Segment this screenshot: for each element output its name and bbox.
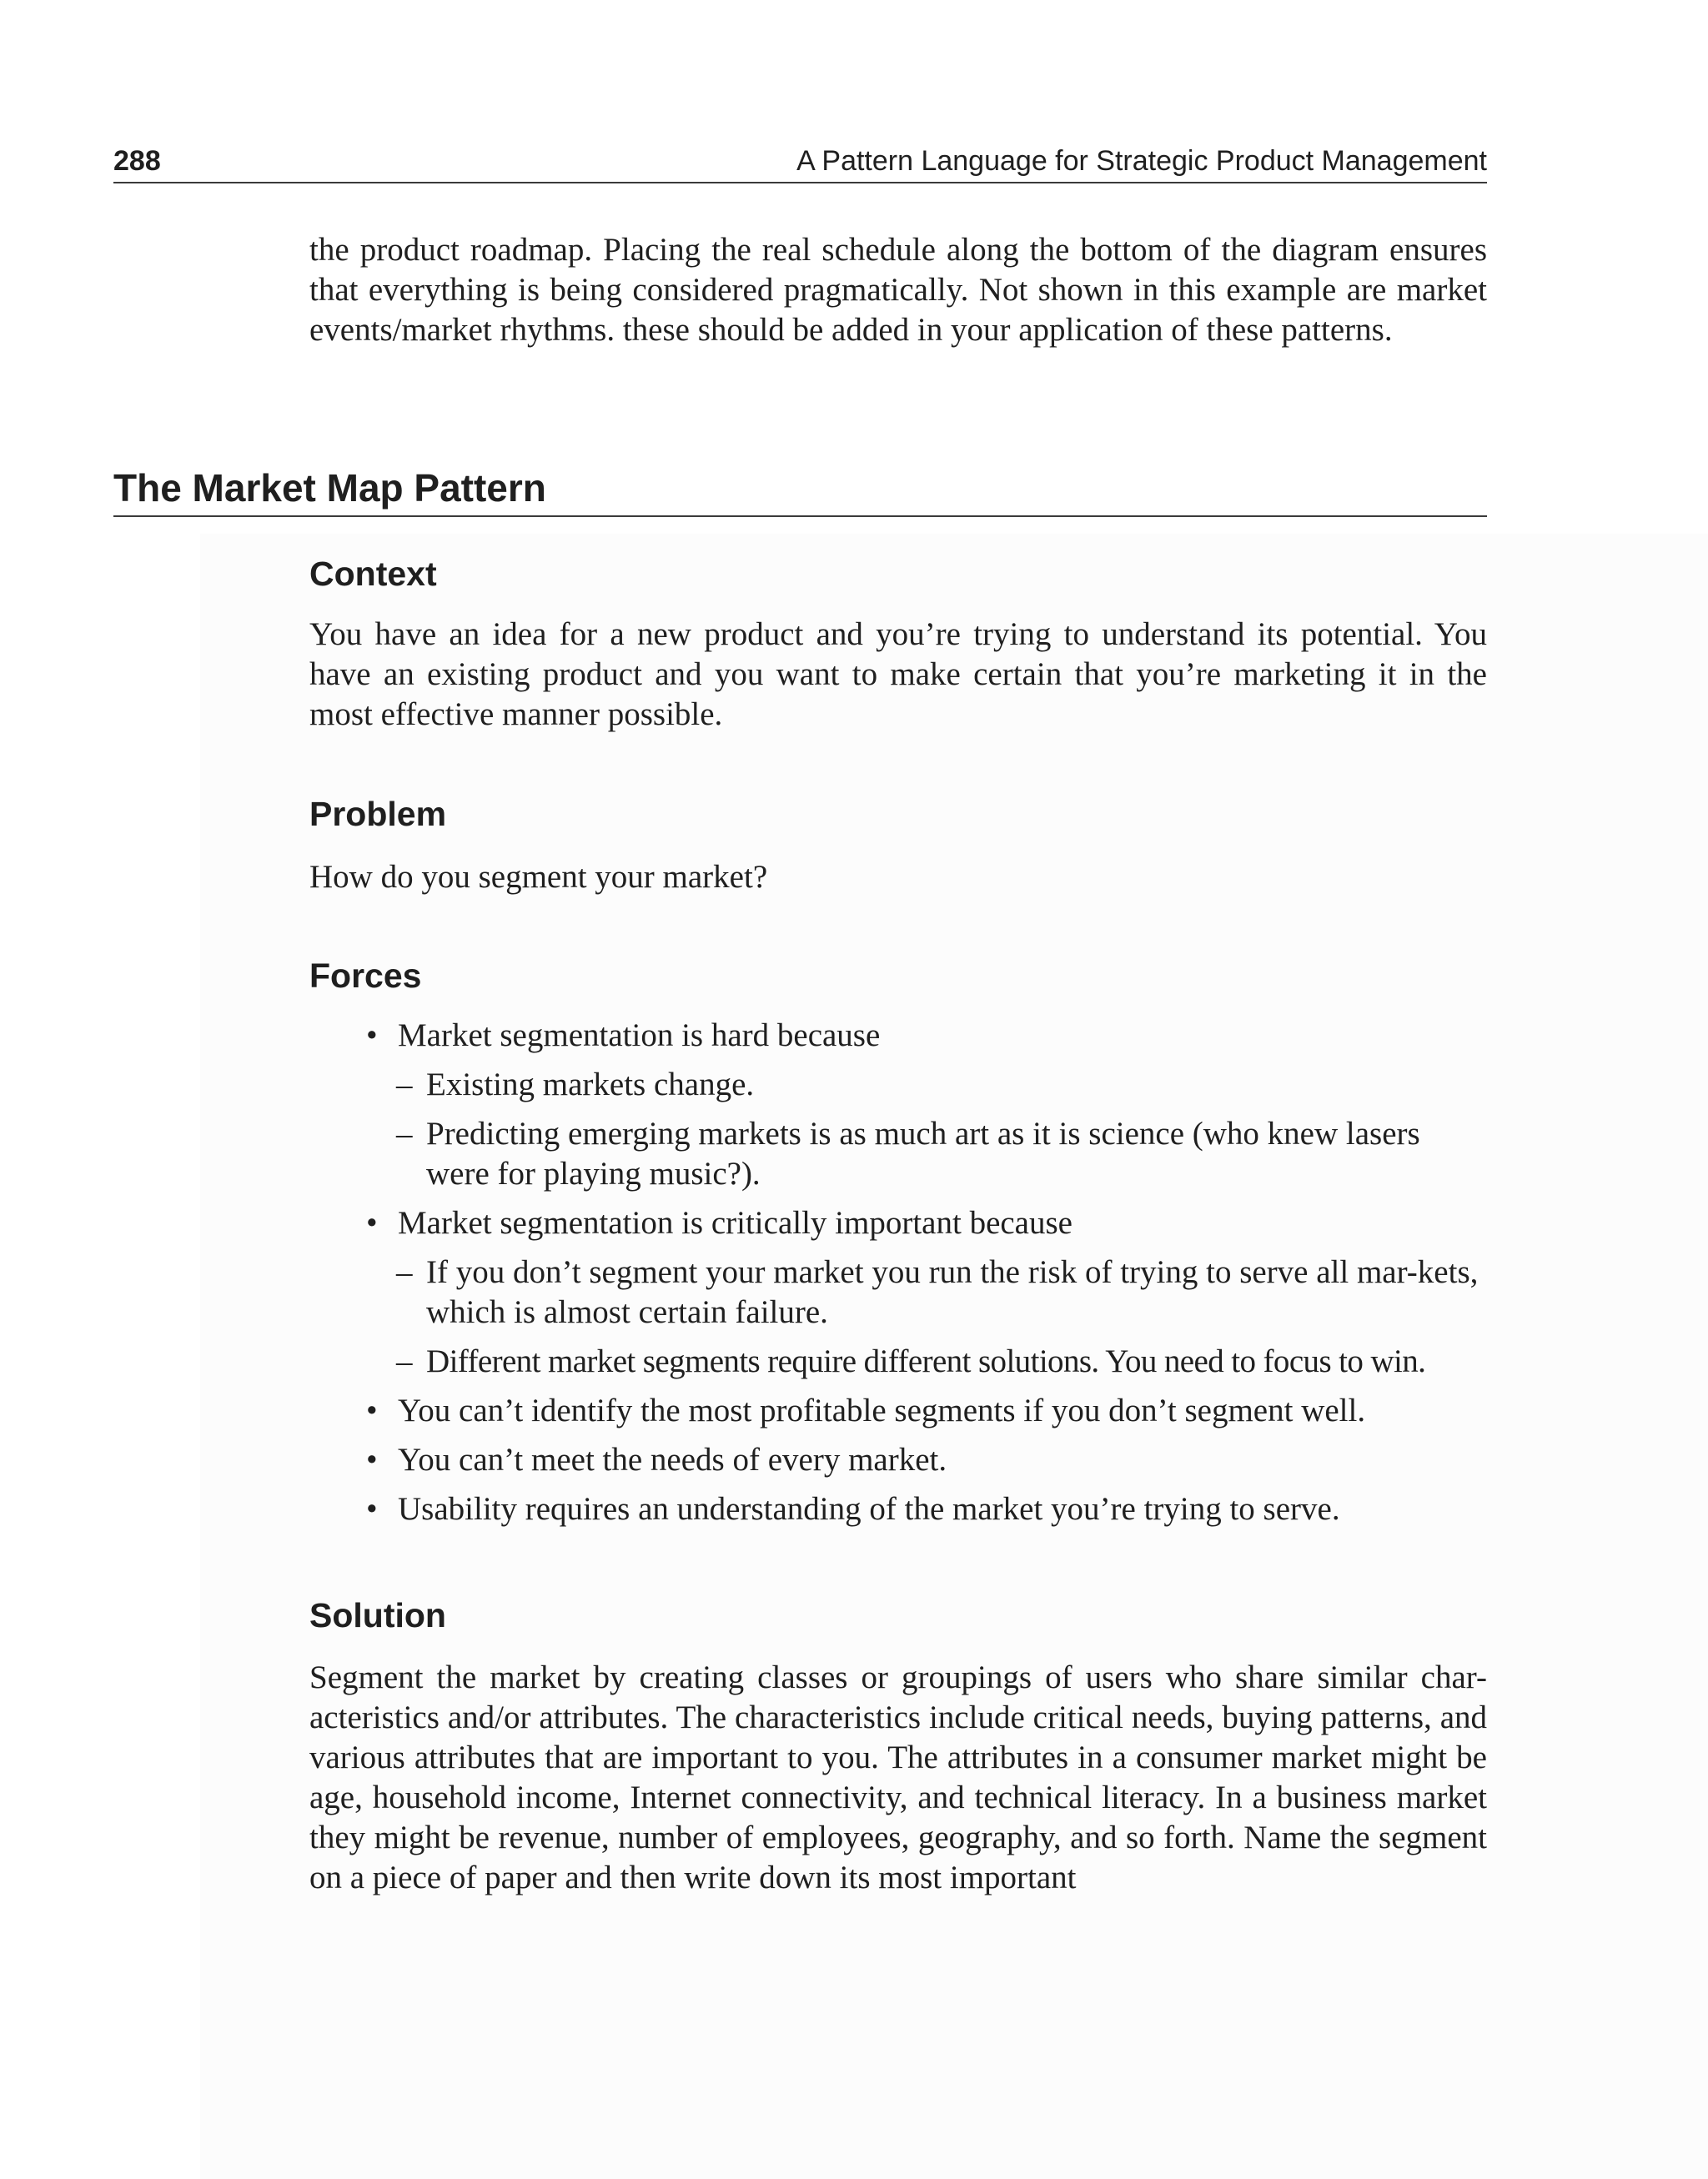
solution-heading: Solution — [309, 1596, 446, 1634]
forces-list — [309, 1016, 1487, 1539]
solution-paragraph: Segment the market by creating classes or groupings of users who share similar char-acteristics and/or attributes. The characteristics include critical needs, buying patterns, and various attributes that are important to you. The attributes in a consumer market might be age, household income, Internet connectivity, and technical literacy. In a business market they might be revenue, number of employees, geography, and so forth. Name the segment on a piece of paper and then write down its most important — [309, 1659, 1487, 1895]
force-subitem: – Predicting emerging markets is as much art as it is science (who knew lasers were for playing music?). — [309, 1114, 1487, 1194]
force-item: • Market segmentation is critically important because — [309, 1203, 1487, 1243]
forces-heading: Forces — [309, 956, 422, 995]
running-title: A Pattern Language for Strategic Product Management — [796, 145, 1487, 177]
context-paragraph: You have an idea for a new product and you’re trying to understand its potential. You have an existing product and you want to make certain that you’re marketing it in the most effective manner possible. — [309, 616, 1487, 732]
force-subitem: – Existing markets change. — [309, 1065, 1487, 1105]
problem-heading: Problem — [309, 795, 447, 833]
force-item: • Market segmentation is hard because — [309, 1016, 1487, 1056]
force-item: • You can’t identify the most profitable segments if you don’t segment well. — [309, 1391, 1487, 1431]
force-subitem: – If you don’t segment your market you run the risk of trying to serve all mar-kets, which is almost certain failure. — [309, 1253, 1487, 1333]
intro-paragraph: the product roadmap. Placing the real schedule along the bottom of the diagram ensures that everything is being considered pragmatically. Not shown in this example are market events/market rhythms. these should be added in your application of these patterns. — [309, 232, 1487, 348]
force-item: • You can’t meet the needs of every market. — [309, 1440, 1487, 1480]
problem-paragraph: How do you segment your market? — [309, 859, 768, 895]
running-header — [113, 133, 1487, 183]
context-heading: Context — [309, 555, 437, 593]
section-title: The Market Map Pattern — [113, 460, 1487, 517]
force-item: • Usability requires an understanding of the market you’re trying to serve. — [309, 1489, 1487, 1529]
page-number: 288 — [113, 145, 161, 177]
force-subitem: – Different market segments require different solutions. You need to focus to win. — [309, 1342, 1487, 1382]
